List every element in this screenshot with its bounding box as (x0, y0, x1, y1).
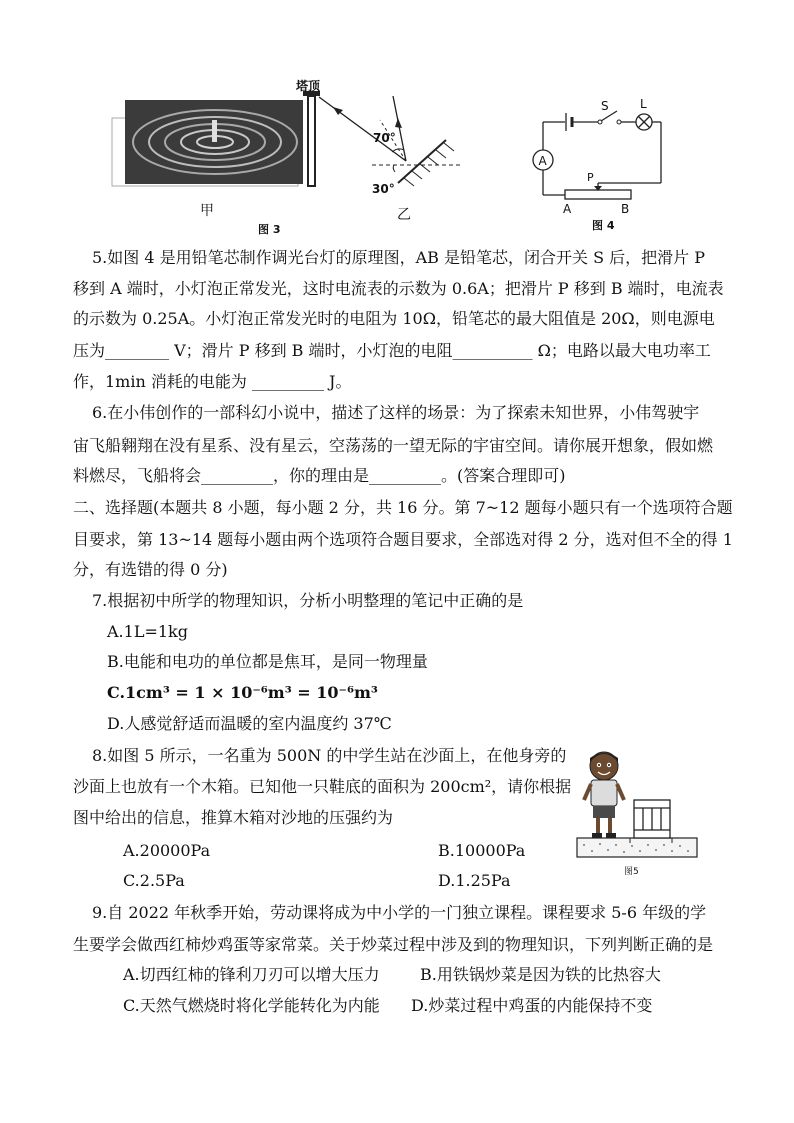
figure-4-caption: 图 4 (592, 219, 615, 232)
student-figure (584, 752, 624, 838)
figure-5 (570, 738, 705, 883)
section-2-heading: 目要求，第 13~14 题每小题由两个选项符合题目要求，全部选对得 2 分，选对但不全的得 1 (73, 530, 733, 549)
q8-line: 8.如图 5 所示，一名重为 500N 的中学生站在沙面上，在他身旁的 (92, 746, 567, 765)
q9-option-c: C.天然气燃烧时将化学能转化为内能 (123, 996, 380, 1015)
q5-line: 5.如图 4 是用铅笔芯制作调光台灯的原理图，AB 是铅笔芯，闭合开关 S 后，把滑片 P (92, 248, 706, 267)
switch-label: S (601, 99, 609, 113)
resistor-end-b-label: B (621, 202, 630, 216)
q5-line: 压为________ V；滑片 P 移到 B 端时，小灯泡的电阻__________ Ω；电路以最大电功率工 (73, 341, 711, 360)
ammeter-label: A (538, 154, 547, 168)
q7-stem: 7.根据初中所学的物理知识，分析小明整理的笔记中正确的是 (92, 591, 524, 610)
angle-70-label: 70° (373, 131, 396, 145)
tower (303, 91, 320, 186)
q9-option-d: D.炒菜过程中鸡蛋的内能保持不变 (411, 996, 653, 1015)
section-2-heading: 二、选择题(本题共 8 小题，每小题 2 分，共 16 分。第 7~12 题每小题只有一个选项符合题 (73, 498, 733, 517)
q6-line: 6.在小伟创作的一部科幻小说中，描述了这样的场景：为了探索未知世界，小伟驾驶宇 (92, 403, 700, 422)
sand-ground (577, 838, 697, 857)
tower-top-label: 塔顶 (296, 79, 321, 93)
q8-line: 沙面上也放有一个木箱。已知他一只鞋底的面积为 200cm²，请你根据 (73, 777, 572, 796)
section-2-heading: 分，有选错的得 0 分) (73, 560, 228, 579)
resistor-end-a-label: A (563, 202, 572, 216)
q8-option-b: B.10000Pa (438, 841, 526, 860)
slider-label: P (587, 171, 594, 184)
circuit-wires (543, 122, 661, 195)
q8-line: 图中给出的信息，推算木箱对沙地的压强约为 (73, 808, 394, 827)
q7-option-d: D.人感觉舒适而温暖的室内温度约 37℃ (107, 714, 392, 733)
q5-line: 作，1min 消耗的电能为 _________ J。 (73, 372, 352, 391)
figure-5-caption: 图5 (624, 867, 639, 877)
lamp-icon (636, 114, 652, 130)
q7-option-a: A.1L=1kg (107, 622, 188, 641)
q7-option-c: C.1cm³ = 1 × 10⁻⁶m³ = 10⁻⁶m³ (107, 683, 378, 702)
q6-line: 料燃尽，飞船将会_________，你的理由是_________。(答案合理即可) (73, 466, 566, 485)
angle-30-label: 30° (372, 182, 395, 196)
pencil-lead-resistor (565, 190, 631, 199)
q9-line: 9.自 2022 年秋季开始，劳动课将成为中小学的一门独立课程。课程要求 5-6 年级的学 (92, 903, 707, 922)
q5-line: 的示数为 0.25A。小灯泡正常发光时的电阻为 10Ω，铅笔芯的最大阻值是 20Ω，则电源电 (73, 309, 715, 328)
q9-line: 生要学会做西红柿炒鸡蛋等家常菜。关于炒菜过程中涉及到的物理知识，下列判断正确的是 (73, 935, 714, 954)
wooden-box (634, 800, 670, 838)
battery-icon (566, 113, 572, 131)
figures-3-4 (0, 0, 794, 240)
figure-3-caption: 图 3 (258, 223, 281, 236)
q6-line: 宙飞船翱翔在没有星系、没有星云，空荡荡的一望无际的宇宙空间。请你展开想象，假如燃 (73, 436, 714, 455)
figure-3-label-jia: 甲 (200, 203, 214, 219)
q7-option-b: B.电能和电功的单位都是焦耳，是同一物理量 (107, 652, 428, 671)
q9-option-a: A.切西红柿的锋利刀刃可以增大压力 (123, 965, 380, 984)
q8-option-a: A.20000Pa (123, 841, 211, 860)
figure-3-photo (112, 100, 303, 186)
q8-option-c: C.2.5Pa (123, 871, 185, 890)
q5-line: 移到 A 端时，小灯泡正常发光，这时电流表的示数为 0.6A；把滑片 P 移到 B 端时，电流表 (73, 279, 724, 298)
figure-3-label-yi: 乙 (397, 207, 411, 223)
q9-option-b: B.用铁锅炒菜是因为铁的比热容大 (420, 965, 661, 984)
lamp-label: L (640, 97, 647, 111)
q8-option-d: D.1.25Pa (438, 871, 511, 890)
